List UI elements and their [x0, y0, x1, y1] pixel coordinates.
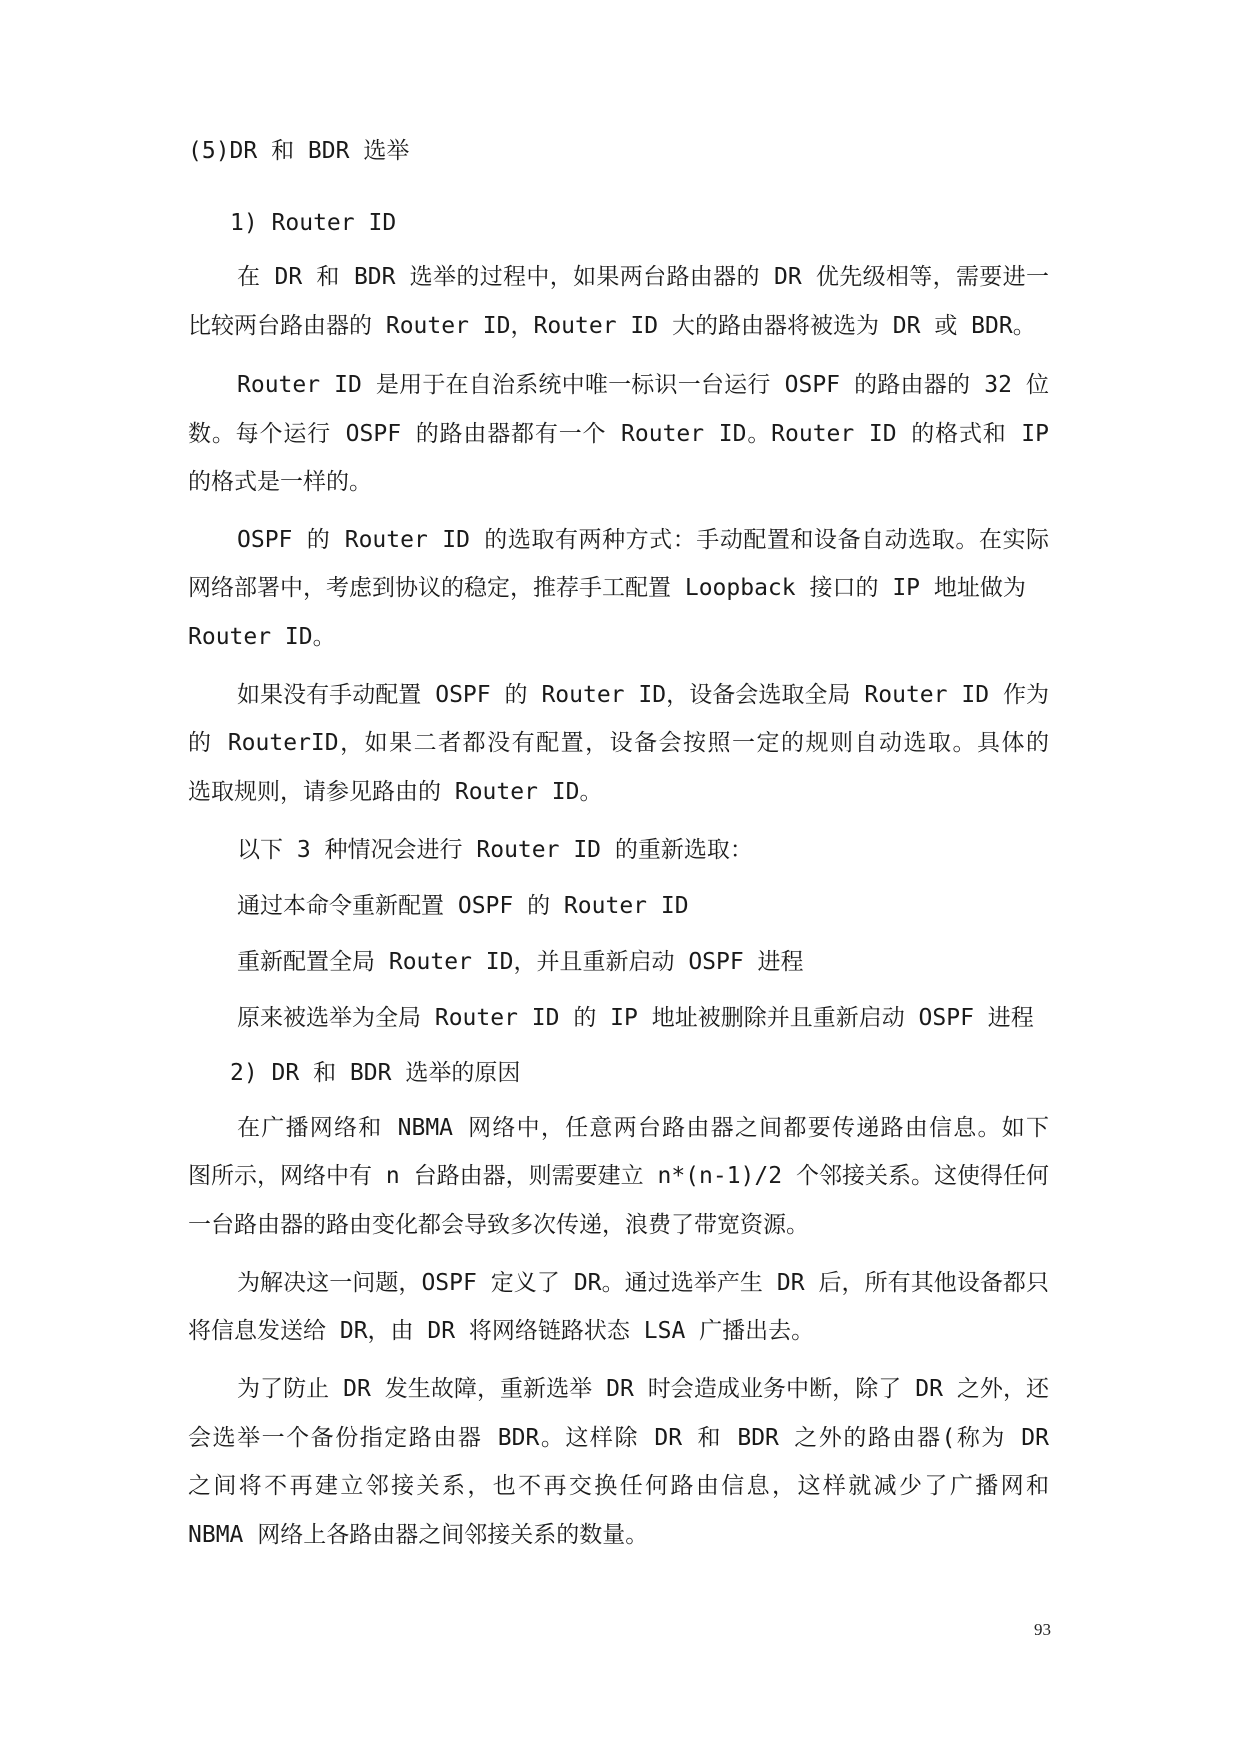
paragraph-line: Router ID 是用于在自治系统中唯一标识一台运行 OSPF 的路由器的 32 位: [237, 372, 1049, 398]
paragraph-line: 将信息发送给 DR，由 DR 将网络链路状态 LSA 广播出去。: [188, 1318, 815, 1344]
paragraph-line: 数。每个运行 OSPF 的路由器都有一个 Router ID。Router ID 的格式和 IP: [188, 421, 1049, 447]
paragraph-line: 之间将不再建立邻接关系，也不再交换任何路由信息，这样就减少了广播网和: [188, 1473, 1049, 1499]
paragraph-line: NBMA 网络上各路由器之间邻接关系的数量。: [188, 1522, 649, 1548]
paragraph-line: OSPF 的 Router ID 的选取有两种方式：手动配置和设备自动选取。在实际: [237, 527, 1049, 553]
paragraph-line: Router ID。: [188, 624, 336, 650]
paragraph-line: 网络部署中，考虑到协议的稳定，推荐手工配置 Loopback 接口的 IP 地址做为: [188, 575, 1026, 601]
subsection-heading-election-reason: 2) DR 和 BDR 选举的原因: [230, 1060, 521, 1086]
paragraph-line: 为了防止 DR 发生故障，重新选举 DR 时会造成业务中断，除了 DR 之外，还: [237, 1376, 1049, 1402]
paragraph-line: 比较两台路由器的 Router ID，Router ID 大的路由器将被选为 DR 或 BDR。: [188, 313, 1036, 339]
list-item: 通过本命令重新配置 OSPF 的 Router ID: [237, 893, 689, 919]
paragraph-line: 的 RouterID，如果二者都没有配置，设备会按照一定的规则自动选取。具体的: [188, 730, 1049, 756]
paragraph-line: 为解决这一问题，OSPF 定义了 DR。通过选举产生 DR 后，所有其他设备都只: [237, 1270, 1049, 1296]
paragraph-line: 在广播网络和 NBMA 网络中，任意两台路由器之间都要传递路由信息。如下: [237, 1115, 1049, 1141]
page-number: 93: [1034, 1620, 1051, 1639]
paragraph-line: 一台路由器的路由变化都会导致多次传递，浪费了带宽资源。: [188, 1212, 809, 1238]
paragraph-line: 会选举一个备份指定路由器 BDR。这样除 DR 和 BDR 之外的路由器(称为 DR: [188, 1425, 1049, 1451]
subsection-heading-router-id: 1) Router ID: [230, 210, 397, 236]
paragraph-line: 如果没有手动配置 OSPF 的 Router ID，设备会选取全局 Router ID 作为: [237, 682, 1049, 708]
paragraph-reselection-intro: 以下 3 种情况会进行 Router ID 的重新选取：: [237, 837, 753, 863]
list-item: 重新配置全局 Router ID，并且重新启动 OSPF 进程: [237, 949, 804, 975]
paragraph-line: 的格式是一样的。: [188, 469, 372, 495]
section-heading: (5)DR 和 BDR 选举: [188, 138, 410, 164]
list-item: 原来被选举为全局 Router ID 的 IP 地址被删除并且重新启动 OSPF 进程: [237, 1005, 1034, 1031]
paragraph-line: 在 DR 和 BDR 选举的过程中，如果两台路由器的 DR 优先级相等，需要进一: [237, 264, 1049, 290]
paragraph-line: 选取规则，请参见路由的 Router ID。: [188, 779, 603, 805]
paragraph-line: 图所示，网络中有 n 台路由器，则需要建立 n*(n-1)/2 个邻接关系。这使得任何: [188, 1163, 1049, 1189]
